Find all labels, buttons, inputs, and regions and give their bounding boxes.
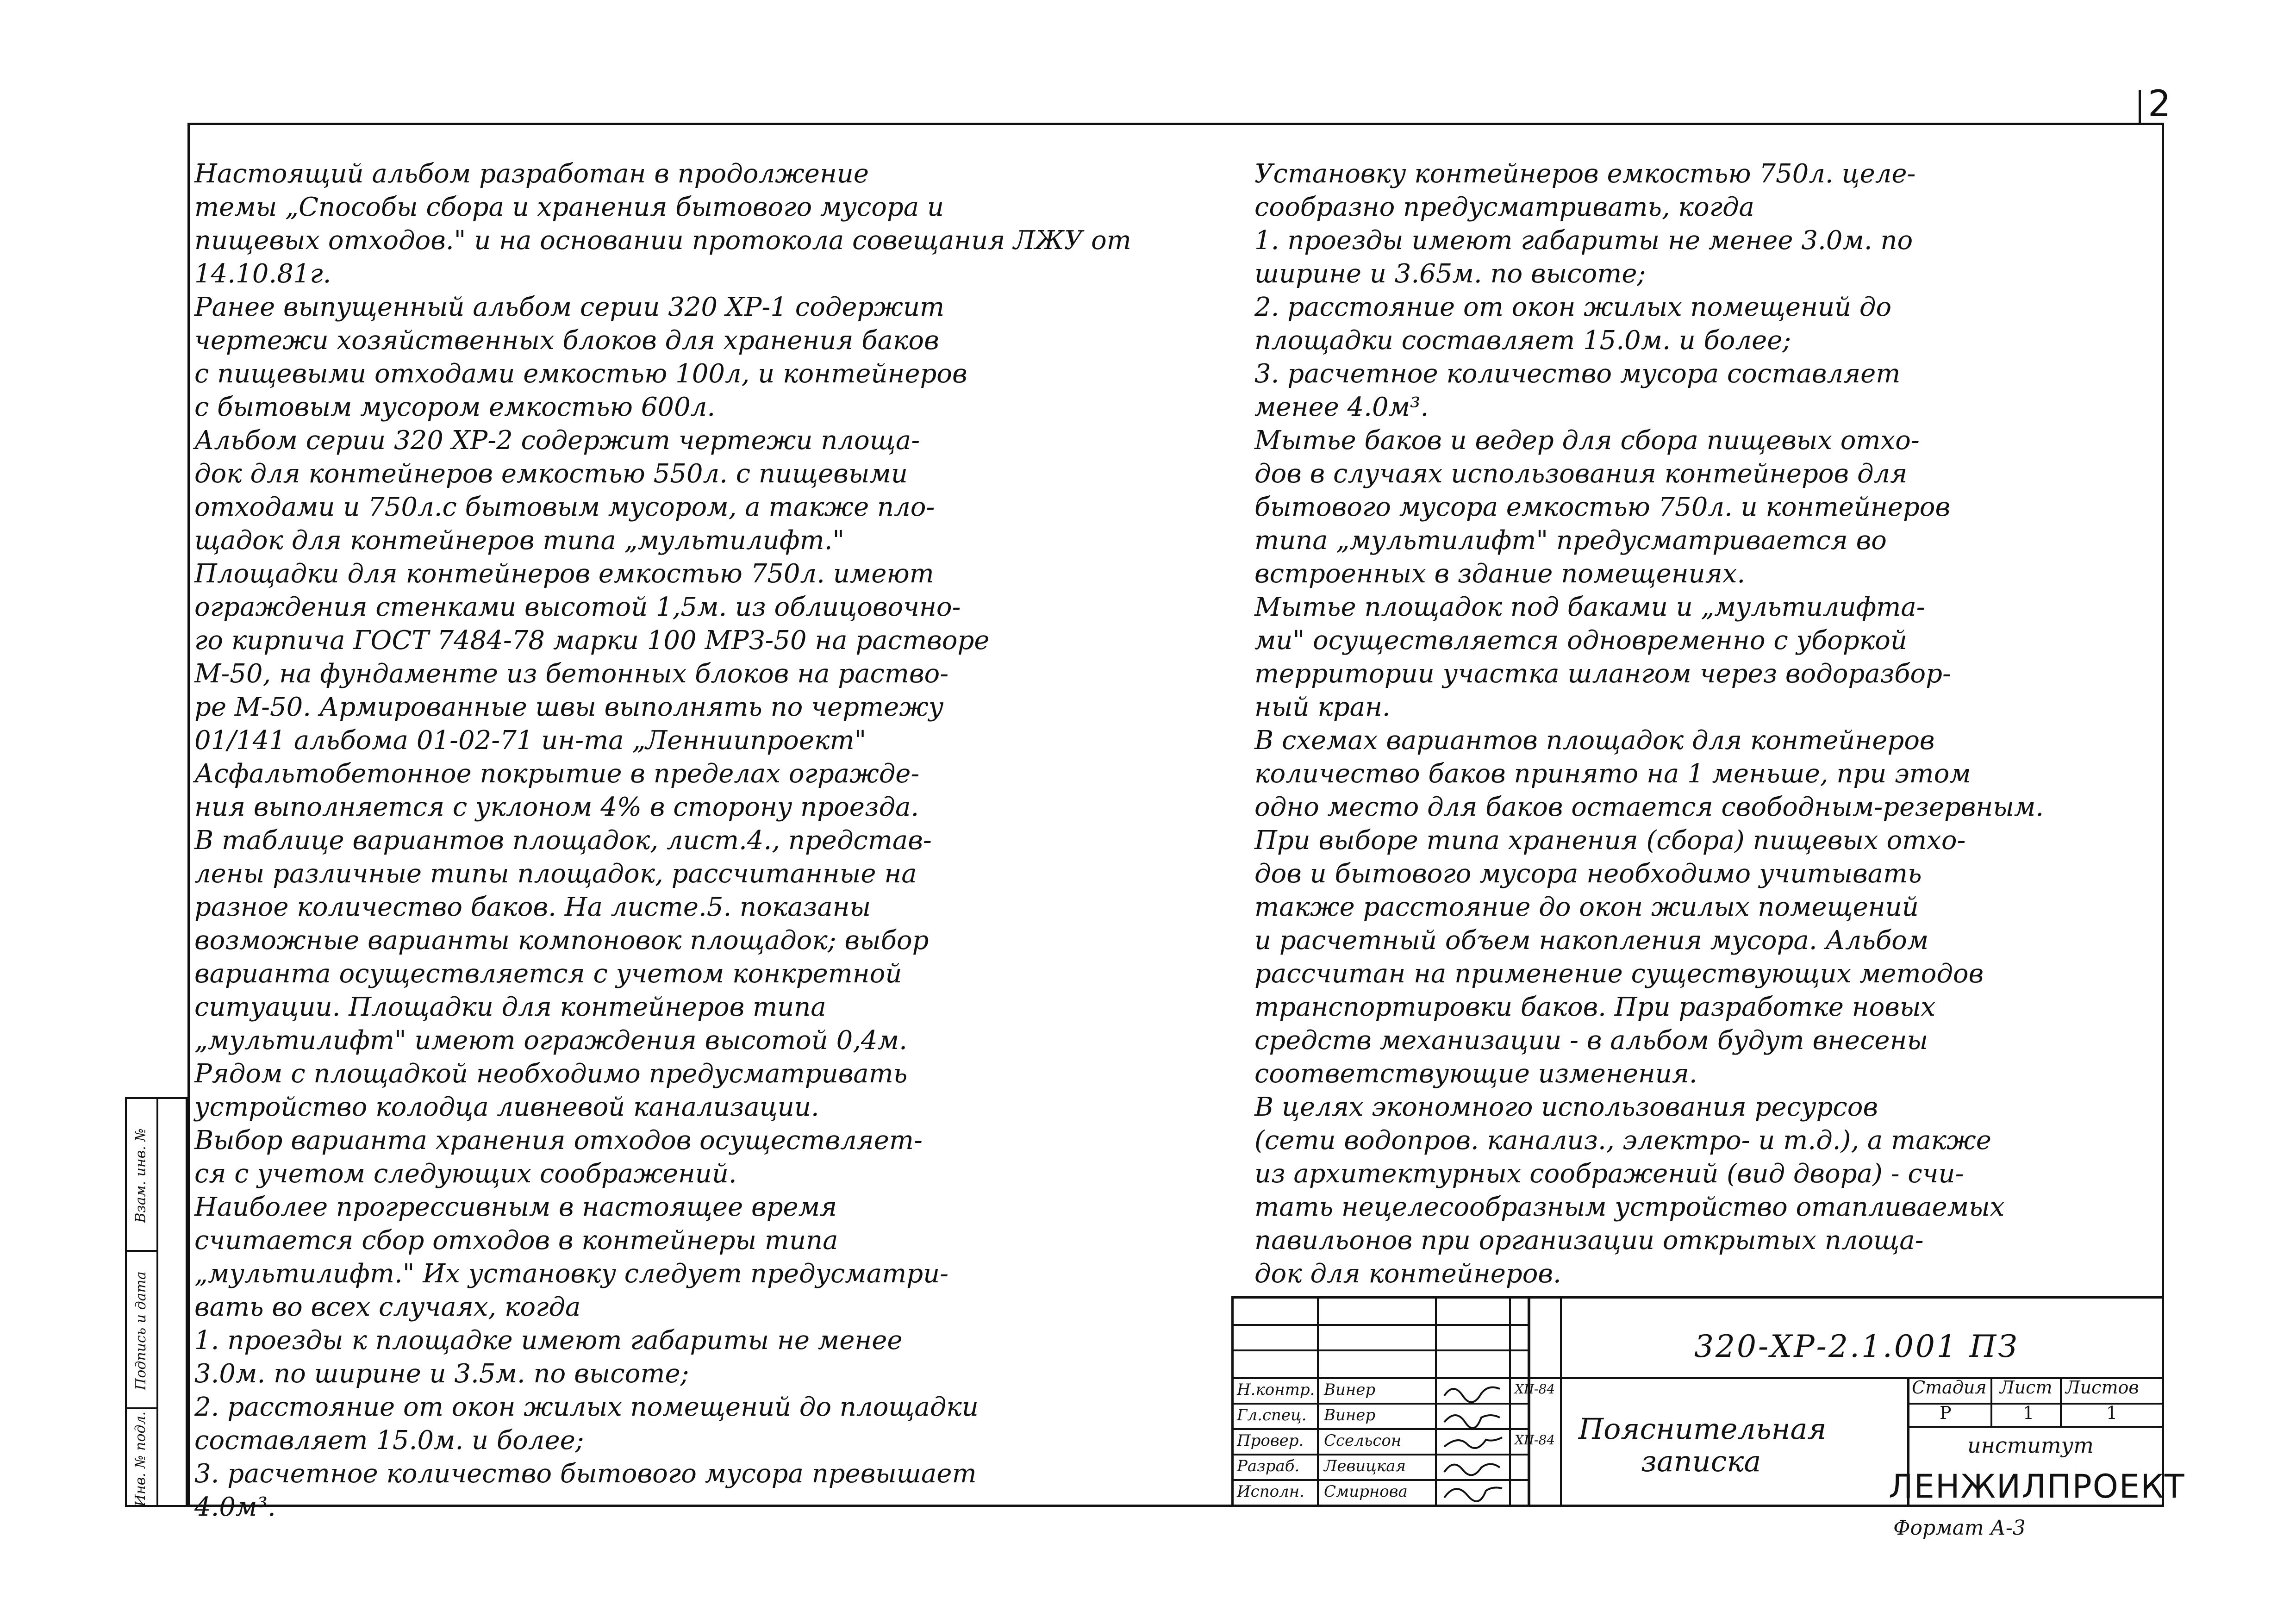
text-line: ся с учетом следующих соображений. <box>194 1159 737 1189</box>
text-line: ми" осуществляется одновременно с уборкой <box>1254 625 1907 656</box>
text-line: соответствующие изменения. <box>1254 1059 1697 1089</box>
text-line: щадок для контейнеров типа „мультилифт." <box>194 525 845 556</box>
title-block-rule <box>1231 1349 1528 1351</box>
text-line: Асфальтобетонное покрытие в пределах огражде- <box>194 759 920 789</box>
text-line: го кирпича ГОСТ 7484-78 марки 100 МРЗ-50 на растворе <box>194 625 990 656</box>
text-line: 2. расстояние от окон жилых помещений до <box>1254 292 1892 322</box>
date-cell: XII-84 <box>1515 1381 1555 1397</box>
role-label: Н.контр. <box>1237 1380 1315 1399</box>
text-line: количество баков принято на 1 меньше, при этом <box>1254 759 1971 789</box>
text-line: одно место для баков остается свободным-резервным. <box>1254 792 2044 822</box>
document-title-line2: записка <box>1641 1444 1761 1478</box>
text-line: Настоящий альбом разработан в продолжение <box>194 159 869 189</box>
title-block-rule <box>2060 1377 2062 1426</box>
text-line: док для контейнеров. <box>1254 1259 1561 1289</box>
text-line: с пищевыми отходами емкостью 100л, и контейнеров <box>194 359 967 389</box>
title-block-rule <box>1907 1426 2164 1428</box>
explanatory-text-left-column <box>194 157 1180 1524</box>
text-line: вать во всех случаях, когда <box>194 1292 581 1322</box>
role-label: Гл.спец. <box>1237 1406 1307 1424</box>
role-label: Исполн. <box>1237 1482 1304 1501</box>
date-cell: XII-84 <box>1515 1432 1555 1448</box>
text-line: лены различные типы площадок, рассчитанные на <box>194 859 917 889</box>
stage-value: Р <box>1940 1403 1952 1423</box>
text-line: также расстояние до окон жилых помещений <box>1254 892 1919 922</box>
side-cell-signature-date <box>125 1250 156 1409</box>
side-cell-replacement-inv <box>125 1097 156 1252</box>
text-line: отходами и 750л.с бытовым мусором, а также пло- <box>194 492 935 522</box>
document-code: 320-ХР-2.1.001 ПЗ <box>1694 1329 2019 1364</box>
text-line: Выбор варианта хранения отходов осуществляет- <box>194 1125 923 1156</box>
text-line: ный кран. <box>1254 692 1391 722</box>
text-line: 2. расстояние от окон жилых помещений до площадки <box>194 1392 979 1422</box>
text-line: считается сбор отходов в контейнеры типа <box>194 1225 838 1255</box>
text-line: 3.0м. по ширине и 3.5м. по высоте; <box>194 1359 689 1389</box>
text-line: ситуации. Площадки для контейнеров типа <box>194 992 826 1022</box>
text-line: Наиболее прогрессивным в настоящее время <box>194 1192 837 1222</box>
person-name: Смирнова <box>1324 1482 1408 1501</box>
text-line: 3. расчетное количество мусора составляет <box>1254 359 1901 389</box>
title-block-rule <box>1990 1377 1992 1426</box>
institute-label: институт <box>1967 1433 2094 1458</box>
text-line: из архитектурных соображений (вид двора) - счи- <box>1254 1159 1964 1189</box>
text-line: (сети водопров. канализ., электро- и т.д.), а также <box>1254 1125 1991 1156</box>
title-block-rule <box>1560 1296 1562 1507</box>
text-line: 4.0м³. <box>194 1492 276 1522</box>
text-line: варианта осуществляется с учетом конкретной <box>194 959 902 989</box>
text-line: Установку контейнеров емкостью 750л. целе- <box>1254 159 1916 189</box>
text-line: территории участка шлангом через водоразбор- <box>1254 659 1951 689</box>
explanatory-text-right-column <box>1254 157 2148 1291</box>
title-block-rule <box>1435 1296 1437 1507</box>
text-line: типа „мультилифт" предусматривается во <box>1254 525 1887 556</box>
title-block-rule <box>1528 1296 1530 1507</box>
person-name: Ссельсон <box>1324 1431 1402 1450</box>
role-label: Провер. <box>1237 1431 1304 1450</box>
sheets-value: 1 <box>2106 1403 2118 1423</box>
text-line: В таблице вариантов площадок, лист.4., представ- <box>194 825 932 856</box>
text-line: средств механизации - в альбом будут внесены <box>1254 1025 1928 1056</box>
text-line: дов в случаях использования контейнеров для <box>1254 459 1908 489</box>
text-line: Ранее выпущенный альбом серии 320 ХР-1 содержит <box>194 292 945 322</box>
sheet-header: Лист <box>2000 1377 2053 1398</box>
text-line: Мытье баков и ведер для сбора пищевых отхо- <box>1254 425 1920 456</box>
sheet-value: 1 <box>2023 1403 2034 1423</box>
text-line: Мытье площадок под баками и „мультилифта- <box>1254 592 1925 622</box>
format-label: Формат А-3 <box>1893 1516 2026 1540</box>
text-line: темы „Способы сбора и хранения бытового мусора и <box>194 192 944 222</box>
text-line: ния выполняется с уклоном 4% в сторону проезда. <box>194 792 919 822</box>
text-line: док для контейнеров емкостью 550л. с пищевыми <box>194 459 908 489</box>
text-line: менее 4.0м³. <box>1254 392 1429 422</box>
title-block-rule <box>1317 1296 1319 1507</box>
text-line: При выборе типа хранения (сбора) пищевых отхо- <box>1254 825 1966 856</box>
text-line: В целях экономного использования ресурсов <box>1254 1092 1878 1122</box>
text-line: В схемах вариантов площадок для контейнеров <box>1254 725 1935 756</box>
text-line: составляет 15.0м. и более; <box>194 1425 584 1455</box>
side-strip-divider <box>156 1099 158 1505</box>
side-cell-label: Подпись и дата <box>132 1271 149 1390</box>
text-line: Альбом серии 320 ХР-2 содержит чертежи площа- <box>194 425 920 456</box>
text-line: чертежи хозяйственных блоков для хранения баков <box>194 325 939 356</box>
stage-header: Стадия <box>1912 1377 1987 1398</box>
text-line: бытового мусора емкостью 750л. и контейнеров <box>1254 492 1951 522</box>
text-line: возможные варианты компоновок площадок; выбор <box>194 925 929 956</box>
text-line: ре М-50. Армированные швы выполнять по чертежу <box>194 692 944 722</box>
side-cell-label: Инв. № подл. <box>132 1411 149 1507</box>
title-block-rule <box>1231 1324 1528 1326</box>
text-line: М-50, на фундаменте из бетонных блоков на раство- <box>194 659 949 689</box>
text-line: 01/141 альбома 01-02-71 ин-та „Ленниипроект" <box>194 725 867 756</box>
text-line: дов и бытового мусора необходимо учитывать <box>1254 859 1922 889</box>
text-line: транспортировки баков. При разработке новых <box>1254 992 1936 1022</box>
text-line: ограждения стенками высотой 1,5м. из облицовочно- <box>194 592 961 622</box>
text-line: 1. проезды к площадке имеют габариты не менее <box>194 1325 903 1355</box>
sheet-number: 2 <box>2148 83 2171 125</box>
side-cell-label: Взам. инв. № <box>132 1128 149 1223</box>
text-line: рассчитан на применение существующих методов <box>1254 959 1984 989</box>
institute-name: ЛЕНЖИЛПРОЕКТ <box>1889 1468 2185 1505</box>
side-cell-inv-no <box>125 1407 156 1509</box>
text-line: разное количество баков. На листе.5. показаны <box>194 892 871 922</box>
text-line: тать нецелесообразным устройство отапливаемых <box>1254 1192 2005 1222</box>
person-name: Винер <box>1324 1380 1376 1399</box>
role-label: Разраб. <box>1237 1457 1300 1475</box>
text-line: „мультилифт." Их установку следует предусматри- <box>194 1259 949 1289</box>
text-line: ширине и 3.65м. по высоте; <box>1254 259 1646 289</box>
document-title-line1: Пояснительная <box>1578 1412 1827 1446</box>
text-line: площадки составляет 15.0м. и более; <box>1254 325 1791 356</box>
signatures-scribbles <box>1440 1380 1507 1505</box>
text-line: 1. проезды имеют габариты не менее 3.0м. по <box>1254 225 1913 256</box>
person-name: Левицкая <box>1324 1457 1406 1475</box>
text-line: Рядом с площадкой необходимо предусматривать <box>194 1059 908 1089</box>
text-line: встроенных в здание помещениях. <box>1254 559 1746 589</box>
person-name: Винер <box>1324 1406 1376 1424</box>
text-line: пищевых отходов." и на основании протокола совещания ЛЖУ от 14.10.81г. <box>194 225 1140 289</box>
text-line: „мультилифт" имеют ограждения высотой 0,4м. <box>194 1025 907 1056</box>
text-line: павильонов при организации открытых площа- <box>1254 1225 1924 1255</box>
text-line: сообразно предусматривать, когда <box>1254 192 1754 222</box>
text-line: устройство колодца ливневой канализации. <box>194 1092 819 1122</box>
text-line: 3. расчетное количество бытового мусора превышает <box>194 1459 977 1489</box>
text-line: Площадки для контейнеров емкостью 750л. имеют <box>194 559 934 589</box>
text-line: с бытовым мусором емкостью 600л. <box>194 392 716 422</box>
title-block-rule <box>1509 1296 1511 1507</box>
sheets-header: Листов <box>2065 1377 2139 1398</box>
text-line: и расчетный объем накопления мусора. Альбом <box>1254 925 1929 956</box>
